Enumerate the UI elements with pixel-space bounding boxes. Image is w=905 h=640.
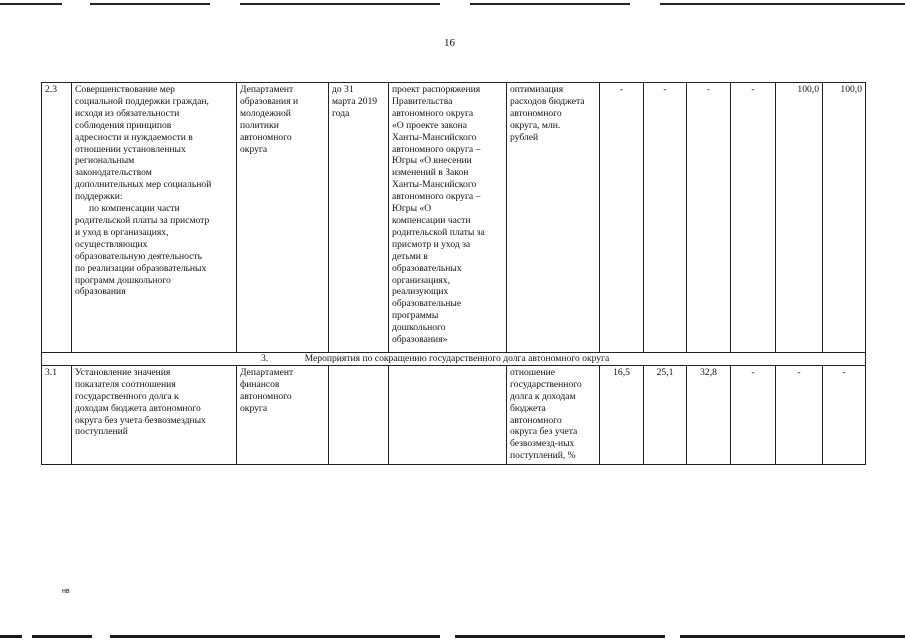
- cell-line: отношение: [510, 366, 555, 378]
- deadline: [329, 83, 389, 353]
- cell-line: безвозмезд-ных: [510, 438, 575, 450]
- value-cell: -: [823, 365, 866, 464]
- cell-line: молодежной: [240, 107, 291, 119]
- cell-line: программ дошкольного: [75, 274, 171, 286]
- cell-line: законодательством: [75, 167, 152, 179]
- cell-line: поступлений: [75, 426, 128, 438]
- cell-line: поддержки:: [75, 191, 123, 203]
- cell-line: рублей: [510, 131, 539, 143]
- cell-line: поступлений, %: [510, 450, 576, 462]
- cell-line: дополнительных мер социальной: [75, 179, 212, 191]
- measure-name: [72, 83, 237, 353]
- value-cell: -: [731, 83, 776, 353]
- measure-name-indent: по компенсации части: [89, 203, 180, 215]
- value-cell: -: [600, 83, 644, 353]
- cell-line: Правительства: [392, 95, 453, 107]
- value-cell: -: [687, 83, 731, 353]
- cell-line: Ханты-Мансийского: [392, 179, 477, 191]
- cell-line: года: [332, 107, 350, 119]
- section-header-row: [42, 353, 866, 366]
- footer-mark: нв: [62, 588, 70, 595]
- value-cell: -: [731, 365, 776, 464]
- cell-line: осуществляющих: [75, 238, 148, 250]
- cell-line: марта 2019: [332, 95, 378, 107]
- cell-line: автономного округа: [392, 107, 474, 119]
- cell-line: образовательную деятельность: [75, 250, 202, 262]
- cell-line: соблюдения принципов: [75, 119, 172, 131]
- table-row: [42, 365, 866, 464]
- cell-line: округа: [240, 143, 268, 155]
- cell-line: региональным: [75, 155, 135, 167]
- value-cell: -: [644, 83, 687, 353]
- section-title: Мероприятия по сокращению государственного долга автономного округа: [304, 353, 610, 364]
- cell-line: дошкольного: [392, 322, 446, 334]
- cell-line: Югры «О внесении: [392, 155, 472, 167]
- cell-line: Департамент: [240, 366, 294, 378]
- cell-line: образования: [75, 286, 126, 298]
- page-number: 16: [444, 37, 455, 49]
- cell-line: и уход в организациях,: [75, 226, 169, 238]
- cell-line: компенсации части: [392, 214, 471, 226]
- cell-line: исходя из обязательности: [75, 107, 180, 119]
- cell-line: финансов: [240, 378, 280, 390]
- cell-line: автономного: [240, 390, 292, 402]
- cell-line: детьми в: [392, 250, 428, 262]
- measure-name-text: [75, 84, 233, 203]
- cell-line: расходов бюджета: [510, 95, 585, 107]
- section-number: 3.: [261, 353, 269, 364]
- cell-line: долга к доходам: [510, 390, 576, 402]
- cell-line: организациях,: [392, 274, 450, 286]
- cell-line: присмотр и уход за: [392, 238, 471, 250]
- section-header: [42, 353, 866, 366]
- result-document: [389, 83, 507, 353]
- cell-line: государственного: [510, 378, 582, 390]
- cell-line: до 31: [332, 84, 354, 95]
- value-cell: 100,0: [823, 83, 866, 353]
- cell-line: родительской платы за: [392, 226, 485, 238]
- cell-line: автономного: [240, 131, 292, 143]
- value-cell: 32,8: [687, 365, 731, 464]
- cell-line: отношении установленных: [75, 143, 186, 155]
- measures-table: [41, 82, 866, 465]
- deadline: [329, 365, 389, 464]
- cell-line: показателя соотношения: [75, 378, 176, 390]
- cell-line: Югры «О: [392, 203, 432, 215]
- cell-line: Установление значения: [75, 366, 171, 378]
- cell-line: образования и: [240, 95, 299, 107]
- executor: [237, 365, 329, 464]
- value-cell: 16,5: [600, 365, 644, 464]
- cell-line: округа без учета безвозмездных: [75, 414, 206, 426]
- measure-name: [72, 365, 237, 464]
- cell-line: оптимизация: [510, 84, 564, 95]
- cell-line: Департамент: [240, 84, 294, 95]
- scan-border-top: [0, 3, 905, 6]
- row-number: 2.3: [42, 83, 72, 353]
- cell-line: программы: [392, 310, 439, 322]
- value-cell: 100,0: [776, 83, 823, 353]
- measure-name-tail: [75, 215, 233, 298]
- table-row: [42, 83, 866, 353]
- cell-line: Совершенствование мер: [75, 84, 175, 95]
- cell-line: автономного округа –: [392, 191, 481, 203]
- cell-line: автономного: [510, 107, 562, 119]
- cell-line: округа: [240, 402, 268, 414]
- cell-line: по реализации образовательных: [75, 262, 207, 274]
- value-cell: -: [776, 365, 823, 464]
- cell-line: Ханты-Мансийского: [392, 131, 477, 143]
- cell-line: родительской платы за присмотр: [75, 214, 210, 226]
- cell-line: проект распоряжения: [392, 84, 481, 95]
- cell-line: социальной поддержки граждан,: [75, 95, 209, 107]
- cell-line: бюджета: [510, 402, 546, 414]
- cell-line: «О проекте закона: [392, 119, 468, 131]
- result-document: [389, 365, 507, 464]
- cell-line: изменений в Закон: [392, 167, 469, 179]
- cell-line: реализующих: [392, 286, 449, 298]
- indicator: [507, 83, 600, 353]
- value-cell: 25,1: [644, 365, 687, 464]
- cell-line: образования»: [392, 334, 448, 346]
- cell-line: политики: [240, 119, 279, 131]
- executor: [237, 83, 329, 353]
- row-number: 3.1: [42, 365, 72, 464]
- cell-line: государственного долга к: [75, 390, 179, 402]
- cell-line: доходам бюджета автономного: [75, 402, 201, 414]
- indicator: [507, 365, 600, 464]
- cell-line: автономного округа –: [392, 143, 481, 155]
- scan-border-bottom: [0, 634, 905, 640]
- cell-line: адресности и нуждаемости в: [75, 131, 193, 143]
- cell-line: образовательных: [392, 262, 462, 274]
- cell-line: автономного: [510, 414, 562, 426]
- cell-line: округа без учета: [510, 426, 578, 438]
- cell-line: образовательные: [392, 298, 462, 310]
- cell-line: округа, млн.: [510, 119, 561, 131]
